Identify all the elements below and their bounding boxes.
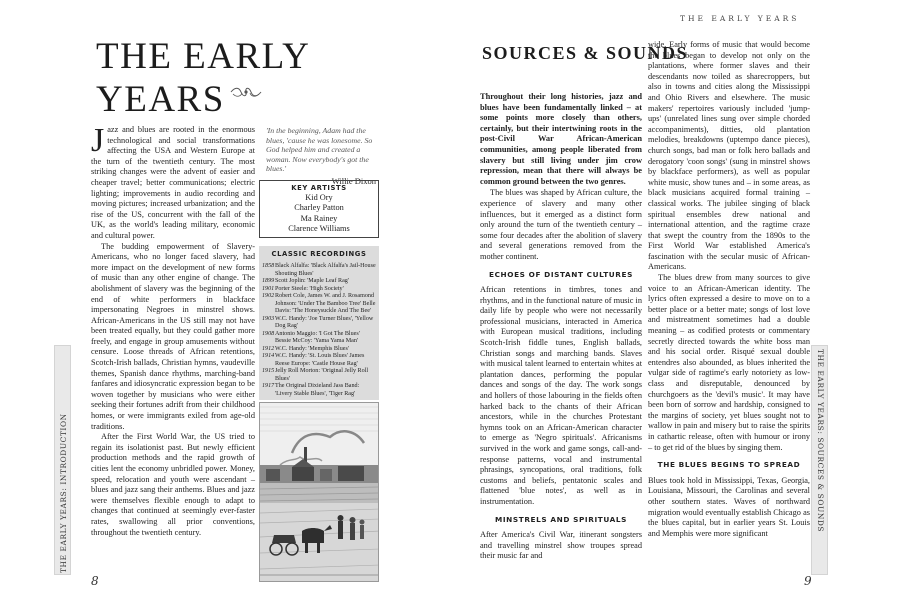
running-head: THE EARLY YEARS [680, 14, 800, 23]
right-page [450, 0, 900, 600]
recording-row [262, 293, 376, 316]
classic-recordings-title: CLASSIC RECORDINGS [271, 250, 367, 258]
recording-title: Antonio Maggio: 'I Got The Blues' Bessie McCoy: 'Yama Yama Man' [275, 330, 360, 344]
sources-column-2 [648, 40, 810, 539]
recording-row [262, 383, 376, 398]
recording-row [262, 353, 376, 368]
recording-year: 1902 [262, 293, 275, 299]
subheading-echoes: ECHOES OF DISTANT CULTURES [489, 269, 633, 279]
intro-column [91, 122, 255, 538]
lead-paragraph: Throughout their long histories, jazz and blues have been fundamentally linked – at some points more closely than others, certainly, but their intertwining roots in the post-Civil War African-American communities, among people liberated from slavery but still living under jim crow repression, mean that there will always be common ground between the two genres. [480, 92, 642, 186]
paragraph-empowerment: The budding empowerment of Slavery-Americans, who no longer faced slavery, had more impact on the development of new forms of music than any other engine of change. The abolishment of slavery was the beginning of the end of white performers in blackface impersonating Negroes in minstrel shows. African-Americans in the US still may not have been treated equally, but they could gather more freely, and engage in group amusements without censure. Loose threads of African retentions, Scotch-Irish ballads, Christian hymns, vaudeville themes, Spanish dance rhythms, marching-band fanfares and idiosyncratic expression began to be woven together by musicians who were either seeking their fortunes adrift from their childhood homes, or were immigrants exiled from age-old traditions. [91, 241, 255, 431]
key-artists-box [259, 180, 379, 238]
recording-row [262, 368, 376, 383]
paragraph-african-culture: The blues was shaped by African culture, the experience of slavery and many other influences, but it emerged as a distinct form only around the turn of the twentieth century – some four decades after the abolition of slavery and several generations removed from the mother continent. [480, 188, 642, 261]
paragraph-many-sources: The blues drew from many sources to give voice to an African-American identity. The lyrics often expressed a desire to move on to a better place or a better mate; songs of lost love and mistreatment sometimes had a double meaning – as codified protests or commentary secretly directed towards the white boss man and his social order. Risqué sexual double entendres also abounded, as blues inherited the vulgar side of ragtime's early notoriety as low-class and disreputable, denounced by churchgoers as the 'devil's music'. It may have been born of sorrow and hardship, consigned to the margins of society, yet blues sought not to wallow in pain and misery but to raise the spirits in cathartic release, often with humour or irony – to get rid of the blues by singing them. [648, 273, 810, 452]
paragraph-spread: Blues took hold in Mississippi, Texas, Georgia, Louisiana, Missouri, the Carolinas and several other southern states. Waves of northward migration would eventually establish Chicago as the blues capital, but in earlier years St. Louis and Memphis were more significant [648, 475, 810, 538]
key-artists-title: KEY ARTISTS [291, 184, 347, 192]
paragraph-echoes: African retentions in timbres, tones and rhythms, and in the functional nature of music in daily life by people who were not necessarily professional musicians, interacted in America with European musical traditions, including Scotch-Irish fiddle tunes, English ballads, Christian songs and marching bands. Slaves with musical talent learned to entertain whites at plantation dances, performing the popular dances and songs of the day. The work songs and hollers of those labouring in the fields often harked back to the chants of their African ancestors, while in the churches Protestant hymns took on an African-American character to emerge as 'Negro spirituals'. Africanisms survived in the work and game songs, call-and-response patterns, vocal and instrumental phrasings, syncopations, oral traditions, folk customs and beliefs, pentatonic scales and flattened 'blue notes', as well as in instrumentation. [480, 285, 642, 506]
side-tab-label: THE EARLY YEARS: INTRODUCTION [59, 413, 68, 573]
side-tab-label: THE EARLY YEARS: SOURCES & SOUNDS [816, 349, 825, 533]
recording-title: W.C. Handy: 'St. Louis Blues' James Reese Europe: 'Castle House Rag' [275, 353, 365, 367]
intro-text: azz and blues are rooted in the enormous technological and social transformations affecting the USA and Western Europe at the turn of the twentieth century. The most striking changes were the advent of easier and cheaper travel; better communications; electric lighting; improvements in audio recording and moving pictures; increased urbanization; and the rise of the US, concurrent with the fall of the UK, as the world's leading military, economic and cultural power. [91, 125, 255, 240]
recording-year: 1912 [262, 345, 275, 352]
page-number-left: 8 [91, 574, 99, 588]
paragraph-early-forms: wide. Early forms of music that would become the blues began to develop not only on the plantations, where former slaves and their descendants now toiled as sharecroppers, but also in towns and cities along the Mississippi and Ohio Rivers and elsewhere. The music makers' repertoires variously included 'jump-ups' (unrelated lines sung over simple chorded accompaniments), ditties, old plantation melodies, breakdowns (uptempo dance pieces), church songs, bad man or folk hero ballads and derogatory 'coon songs' (sung in minstrel shows by blackface performers), as well as popular white music, show tunes and – in some areas, as black musicians acquired formal training – classical works. The jubilee singing of black spiritual ensembles drew national and international attention, and the ragtime craze that swept the country from the 1890s to the First World War established America's fascination with the secular music of African-Americans. [648, 40, 810, 272]
recording-year: 1858 [262, 263, 275, 269]
drop-cap: J [91, 122, 105, 159]
page-number-right: 9 [804, 574, 812, 588]
ornament-icon [229, 85, 263, 99]
side-tab-right [811, 345, 828, 575]
intro-paragraph [91, 122, 255, 242]
sources-column-1 [480, 92, 642, 562]
recording-year: 1901 [262, 285, 275, 292]
recording-title: Black Alfalfa: 'Black Alfalfa's Jail-House Shouting Blues' [275, 263, 376, 277]
recording-year: 1903 [262, 315, 275, 322]
recording-row [262, 278, 376, 286]
recording-year: 1899 [262, 278, 275, 284]
recording-row [262, 316, 376, 331]
quote-author: Willie Dixon [331, 175, 376, 186]
quote-text: 'In the beginning, Adam had the blues, 'cause he was lonesome. So God helped him and created a woman. Now everybody's got the blues.' [266, 126, 373, 174]
paragraph-first-world-war: After the First World War, the US tried to regain its isolationist past. But newly efficient production methods and the rapid growth of cities lent the economy unbridled power. Money, speed, relocation and youth were ascendant – blues and jazz sang their anthems. Blues and jazz were themselves flexible enough to adapt to changes that continued at seemingly ever-faster rates, swallowing all prior conventions, throughout the twentieth century. [91, 432, 255, 537]
recording-row [262, 346, 376, 354]
key-artist: Charley Patton [294, 203, 344, 213]
key-artist: Clarence Williams [288, 223, 350, 233]
paragraph-minstrels: After America's Civil War, itinerant songsters and travelling minstrel show troupes spread their music far and [480, 530, 642, 561]
recording-year: 1917 [262, 383, 275, 389]
recording-title: Robert Cole, James W. and J. Rosamond Johnson: 'Under The Bamboo Tree' Belle Davis: 'The Honeysuckle And The Bee' [275, 293, 376, 314]
recording-row [262, 331, 376, 346]
pull-quote [266, 126, 376, 186]
section-title: SOURCES & SOUNDS [482, 43, 689, 63]
plantation-engraving [259, 402, 379, 582]
recording-title: Jelly Roll Morton: 'Original Jelly Roll Blues' [275, 368, 369, 382]
recording-title: W.C. Handy: 'Joe Turner Blues', 'Yellow Dog Rag' [275, 315, 374, 329]
recording-year: 1908 [262, 330, 275, 337]
subheading-spread: THE BLUES BEGINS TO SPREAD [657, 460, 801, 470]
recording-year: 1914 [262, 353, 275, 359]
recording-row [262, 286, 376, 294]
recording-row [262, 263, 376, 278]
page-title: THE EARLY YEARS [96, 36, 309, 120]
recording-title: Scott Joplin: 'Maple Leaf Rag' [275, 278, 349, 284]
recording-title: W.C. Handy: 'Memphis Blues' [275, 345, 349, 352]
key-artist: Ma Rainey [300, 213, 338, 223]
recording-title: The Original Dixieland Jass Band: 'Livery Stable Blues', 'Tiger Rag' [275, 383, 360, 397]
recording-year: 1915 [262, 368, 275, 374]
recording-title: Porter Steele: 'High Society' [275, 285, 344, 292]
classic-recordings-box [259, 246, 379, 400]
side-tab-left [54, 345, 71, 575]
plantation-illustration-image [260, 403, 379, 582]
subheading-minstrels: MINSTRELS AND SPIRITUALS [495, 514, 627, 524]
key-artist: Kid Ory [305, 193, 333, 202]
